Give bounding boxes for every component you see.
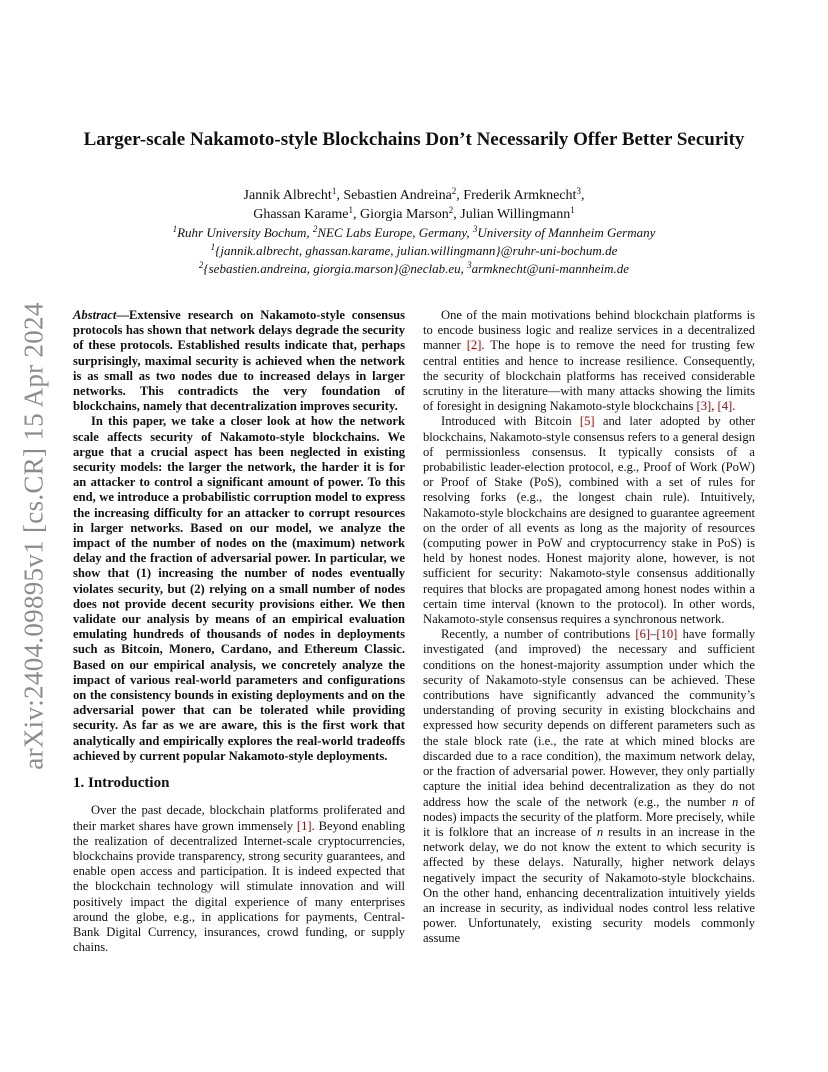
author-line-2: Ghassan Karame$^1$, Giorgia Marson$^2$, Julian Willingmann$^1$ bbox=[253, 205, 575, 222]
paper-title: Larger-scale Nakamoto-style Blockchains Don’t Necessarily Offer Better Security bbox=[83, 129, 745, 150]
body-paragraph-1: One of the main motivations behind blockchain platforms is to encode business logic and realize services in a decentralized manner [2]. The hope is to remove the need for trusting few central entities and hence to increase resilience. Consequently, the security of blockchain platforms has received considerable scrutiny in the literature—with many attacks showing the limits of foresight in designing Nakamoto-style blockchains [3], [4]. bbox=[423, 308, 755, 414]
citation-link[interactable]: [10] bbox=[656, 627, 678, 642]
email-line-2: $^2${sebastien.andreina, giorgia.marson}@neclab.eu, $^3$armknecht@uni-mannheim.de bbox=[198, 260, 630, 276]
body-paragraph-2: Introduced with Bitcoin [5] and later adopted by other blockchains, Nakamoto-style consensus refers to a general design of permissionless consensus. It typically consists of a probabilistic leader-election protocol, e.g., Proof of Work (PoW) or Proof of Stake (PoS), combined with a set of rules for resolving forks (e.g., the longest chain rule). Intuitively, Nakamoto-style blockchains are designed to guarantee agreement on the order of all events as long as the majority of resources (computing power in PoW and cryptocurrency stake in PoS) is held by honest nodes. Honest majority alone, however, is not sufficient for security: Nakamoto-style consensus additionally requires that blocks are propagated among honest nodes within a certain time interval (known to the protocol). In other words, Nakamoto-style consensus requires a synchronous network. bbox=[423, 414, 755, 627]
citation-link[interactable]: [3] bbox=[696, 399, 712, 414]
citation-link[interactable]: [1] bbox=[296, 818, 312, 833]
right-column bbox=[423, 308, 755, 947]
author-block bbox=[0, 186, 828, 278]
email-line-1: $^1${jannik.albrecht, ghassan.karame, julian.willingmann}@ruhr-uni-bochum.de bbox=[210, 242, 618, 258]
section-heading-introduction: 1. Introduction bbox=[73, 775, 170, 792]
arxiv-side-stamp: arXiv:2404.09895v1 [cs.CR] 15 Apr 2024 bbox=[18, 302, 49, 770]
abstract-paragraph-1: Abstract—Extensive research on Nakamoto-style consensus protocols has shown that network delays degrade the security of these protocols. Established results indicate that, perhaps surprisingly, maximal security is achieved when the network is as small as two nodes due to increased delays in larger networks. This contradicts the very foundation of blockchains, namely that decentralization improves security. bbox=[73, 308, 405, 414]
left-column bbox=[73, 308, 405, 955]
affiliations: $^1$Ruhr University Bochum, $^2$NEC Labs Europe, Germany, $^3$University of Mannheim Germany bbox=[172, 224, 656, 240]
citation-link[interactable]: [4] bbox=[717, 399, 733, 414]
citation-link[interactable]: [2] bbox=[466, 338, 482, 353]
intro-paragraph-1: Over the past decade, blockchain platforms proliferated and their market shares have grown immensely [1]. Beyond enabling the realization of decentralized Internet-scale cryptocurrencies, blockchains provide transparency, strong security guarantees, and enable open access and participation. It is indeed expected that the blockchain technology will stimulate innovation and will positively impact the digital experience of many enterprises around the globe, e.g., in applications for payments, Central-Bank Digital Currency, insurances, crowd funding, or supply chains. bbox=[73, 803, 405, 955]
author-line-1: Jannik Albrecht$^1$, Sebastien Andreina$^2$, Frederik Armknecht$^3$, bbox=[243, 186, 585, 203]
citation-link[interactable]: [6] bbox=[635, 627, 651, 642]
body-paragraph-3: Recently, a number of contributions [6]–[10] have formally investigated (and improved) the necessary and sufficient conditions on the honest-majority assumption under which the security of Nakamoto-style consensus can be achieved. These contributions have significantly advanced the community’s understanding of proving security in existing blockchains and expressed how security depends on different parameters such as the stale block rate (i.e., the rate at which mined blocks are discarded due to a race condition), the maximum network delay, or the fraction of adversarial power. However, they only partially capture the initial idea behind decentralization as they do not address how the scale of the network (e.g., the number n of nodes) impacts the security of the platform. More precisely, while it is folklore that an increase of n results in an increase in the network delay, we do not know the extent to which security is affected by these delays. Naturally, higher network delays negatively impact the security of Nakamoto-style blockchains. On the other hand, enhancing decentralization intuitively yields an increase in security, as individual nodes control less relative power. Unfortunately, existing security models commonly assume bbox=[423, 627, 755, 946]
abstract-paragraph-2: In this paper, we take a closer look at how the network scale affects security of Nakamoto-style blockchains. We argue that a crucial aspect has been neglected in existing security models: the larger the network, the harder it is for an attacker to control a significant amount of power. To this end, we introduce a probabilistic corruption model to express the increasing difficulty for an attacker to corrupt resources in larger networks. Based on our model, we analyze the impact of the number of nodes on the (maximum) network delay and the fraction of adversarial power. In particular, we show that (1) increasing the number of nodes eventually violates security, but (2) relying on a small number of nodes does not provide decent security provisions either. We then validate our analysis by means of an empirical evaluation emulating hundreds of thousands of nodes in deployments such as Bitcoin, Monero, Cardano, and Ethereum Classic. Based on our empirical analysis, we concretely analyze the impact of various real-world parameters and configurations on the consistency bounds in existing deployments and on the adversarial power that can be tolerated while providing security. As far as we are aware, this is the first work that analytically and empirically explores the real-world tradeoffs achieved by current popular Nakamoto-style deployments. bbox=[73, 414, 405, 763]
citation-link[interactable]: [5] bbox=[579, 414, 595, 429]
